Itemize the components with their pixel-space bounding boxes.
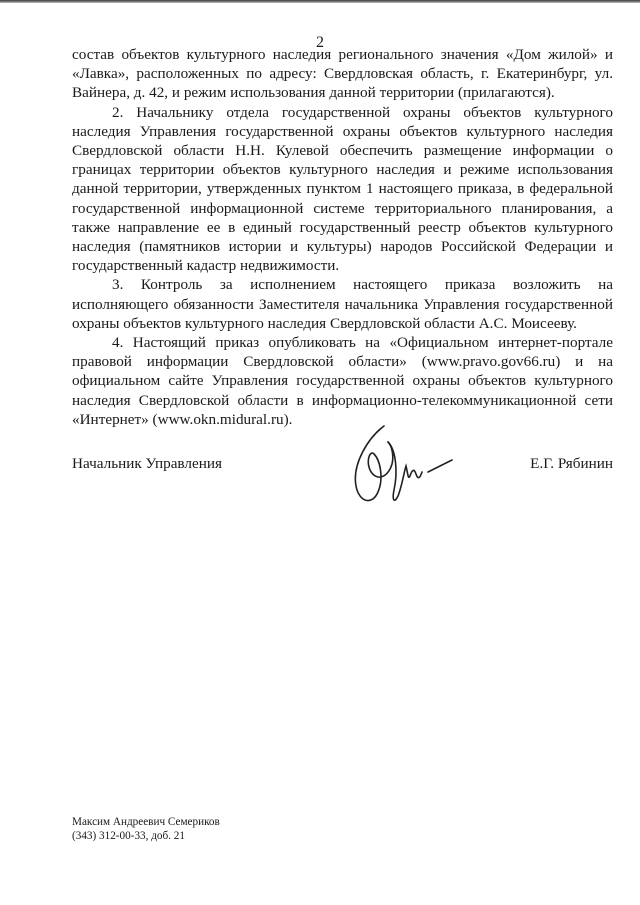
paragraph-1-continuation: состав объектов культурного наследия регионального значения «Дом жилой» и «Лавка», расположенных по адресу: Свердловская область, г. Екатеринбург, ул. Вайнера, д. 42, и режим использования данной территории (прилагаются). [72, 46, 613, 102]
document-body [72, 45, 613, 429]
executor-phone: (343) 312-00-33, доб. 21 [72, 830, 185, 842]
paragraph-4: 4. Настоящий приказ опубликовать на «Официальном интернет-портале правовой информации Свердловской области» (www.pravo.gov66.ru) и на официальном сайте Управления государственной охраны объектов культурного наследия Свердловской области в информационно-телекоммуникационной сети «Интернет» (www.okn.midural.ru). [72, 334, 613, 428]
signer-name: Е.Г. Рябинин [530, 455, 613, 472]
scan-edge [0, 0, 640, 3]
paragraph-3: 3. Контроль за исполнением настоящего приказа возложить на исполняющего обязанности Заместителя начальника Управления государственной охраны объектов культурного наследия Свердловской области А.С. Моисееву. [72, 276, 613, 332]
page-number: 2 [316, 34, 324, 51]
signature-block [72, 455, 613, 479]
executor-name: Максим Андреевич Семериков [72, 816, 220, 828]
executor-footer [72, 815, 220, 843]
paragraph-2: 2. Начальнику отдела государственной охраны объектов культурного наследия Управления государственной охраны объектов культурного наследия Свердловской области Н.Н. Кулевой обеспечить размещение информации о границах территории объектов культурного наследия и режиме использования данной территории, утвержденных пунктом 1 настоящего приказа, в федеральной государственной информационной системе территориального планирования, а также направление ее в единый государственный реестр объектов культурного наследия (памятников истории и культуры) народов Российской Федерации и государственный кадастр недвижимости. [72, 103, 613, 275]
signer-title: Начальник Управления [72, 455, 222, 472]
